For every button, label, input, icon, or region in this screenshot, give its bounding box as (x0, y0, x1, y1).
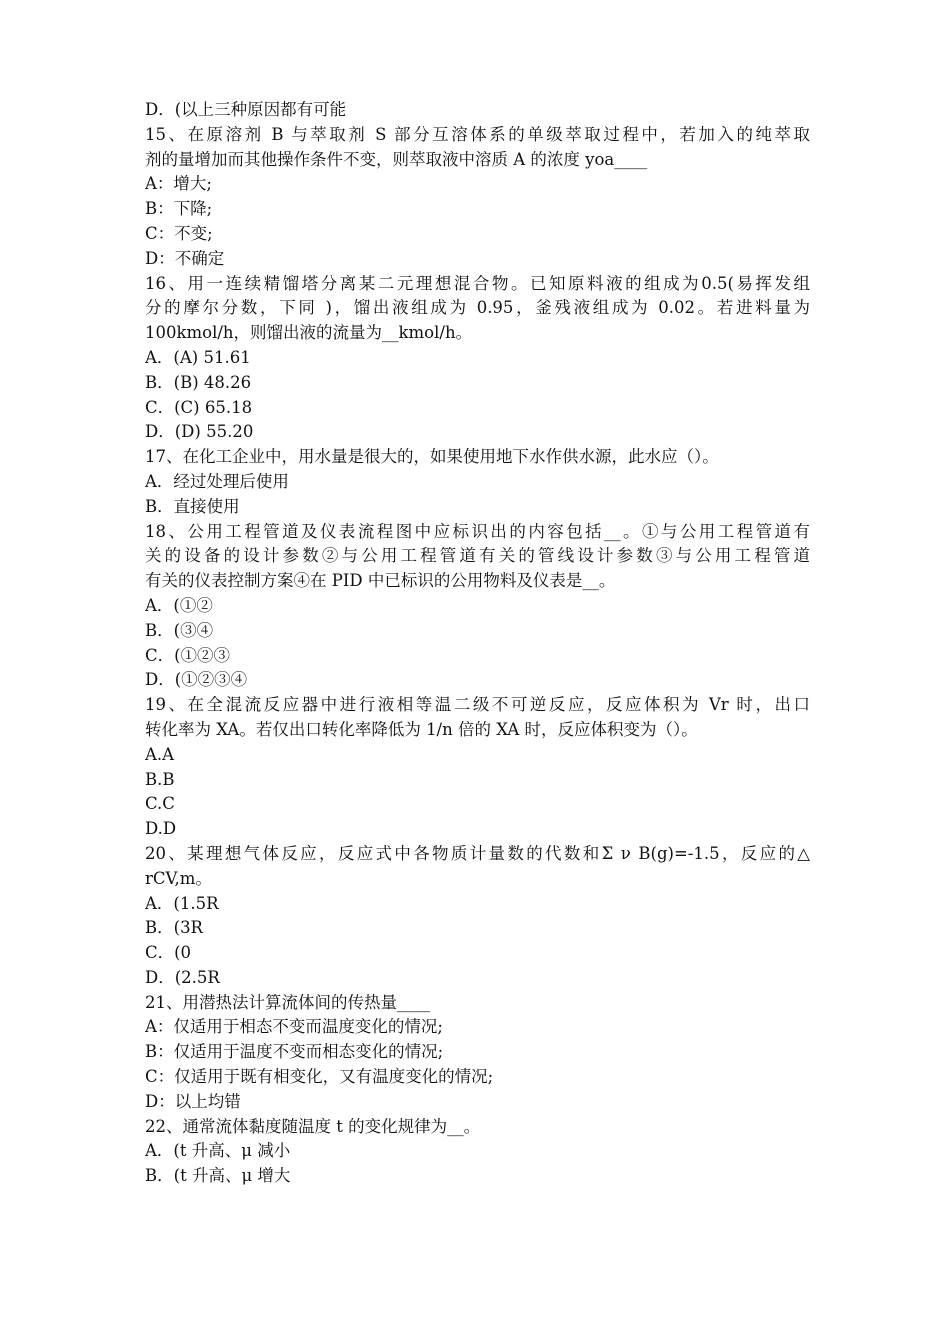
option-line: D．(D) 55.20 (145, 422, 254, 442)
option-line: D：不确定 (145, 248, 225, 268)
question-line: 22、通常流体黏度随温度 t 的变化规律为__。 (145, 1116, 481, 1136)
option-line: B．(t 升高、μ 增大 (145, 1166, 291, 1186)
option-line: B．(B) 48.26 (145, 372, 252, 392)
document-body (145, 98, 810, 1189)
option-line: A．(A) 51.61 (145, 347, 251, 367)
option-line: C：仅适用于既有相变化，又有温度变化的情况; (145, 1067, 494, 1087)
option-line: A：增大; (145, 174, 212, 194)
option-line: D．(2.5R (145, 967, 220, 987)
option-line: D．(①②③④ (145, 670, 248, 690)
option-line: B．(3R (145, 918, 203, 938)
option-line: C．(①②③ (145, 645, 231, 665)
option-line: D：以上均错 (145, 1091, 241, 1111)
question-line: 100kmol/h，则馏出液的流量为__kmol/h。 (145, 323, 473, 343)
question-line: 19、在全混流反应器中进行液相等温二级不可逆反应，反应体积为 Vr 时，出口 (145, 695, 810, 715)
question-line: rCV,m。 (145, 868, 212, 888)
question-line: 17、在化工企业中，用水量是很大的，如果使用地下水作供水源，此水应（）。 (145, 447, 719, 467)
option-line: C：不变; (145, 223, 213, 243)
option-line: B．直接使用 (145, 496, 240, 516)
question-line: 分的摩尔分数，下同 )，馏出液组成为 0.95，釜残液组成为 0.02。若进料量为 (145, 298, 810, 318)
question-line: 15、在原溶剂 B 与萃取剂 S 部分互溶体系的单级萃取过程中，若加入的纯萃取 (145, 124, 810, 144)
option-line: C．(0 (145, 943, 192, 963)
option-line: C.C (145, 794, 175, 814)
option-line: B：仅适用于温度不变而相态变化的情况; (145, 1042, 444, 1062)
question-line: 16、用一连续精馏塔分离某二元理想混合物。已知原料液的组成为0.5(易挥发组 (145, 273, 810, 293)
option-line: A：仅适用于相态不变而温度变化的情况; (145, 1017, 443, 1037)
option-line: D.D (145, 819, 177, 839)
question-line: 剂的量增加而其他操作条件不变，则萃取液中溶质 A 的浓度 yoa____ (145, 149, 648, 169)
question-line: 有关的仪表控制方案④在 PID 中已标识的公用物料及仪表是__。 (145, 571, 616, 591)
option-line: A.A (145, 744, 175, 764)
option-line: B．(③④ (145, 620, 214, 640)
option-line: A．经过处理后使用 (145, 471, 289, 491)
question-line: 关的设备的设计参数②与公用工程管道有关的管线设计参数③与公用工程管道 (145, 546, 810, 566)
question-line: 18、公用工程管道及仪表流程图中应标识出的内容包括__。①与公用工程管道有 (145, 521, 810, 541)
question-line: 20、某理想气体反应，反应式中各物质计量数的代数和Σ ν B(g)=-1.5，反应的△ (145, 843, 810, 863)
question-line: 转化率为 XA。若仅出口转化率降低为 1/n 倍的 XA 时，反应体积变为（）。 (145, 719, 698, 739)
option-line: D．(以上三种原因都有可能 (145, 100, 347, 119)
question-line: 21、用潜热法计算流体间的传热量____ (145, 992, 430, 1012)
option-line: C．(C) 65.18 (145, 397, 253, 417)
option-line: A．(①② (145, 595, 213, 615)
option-line: B：下降; (145, 199, 213, 219)
option-line: A．(1.5R (145, 893, 219, 913)
option-line: A．(t 升高、μ 减小 (145, 1141, 291, 1161)
option-line: B.B (145, 769, 175, 789)
